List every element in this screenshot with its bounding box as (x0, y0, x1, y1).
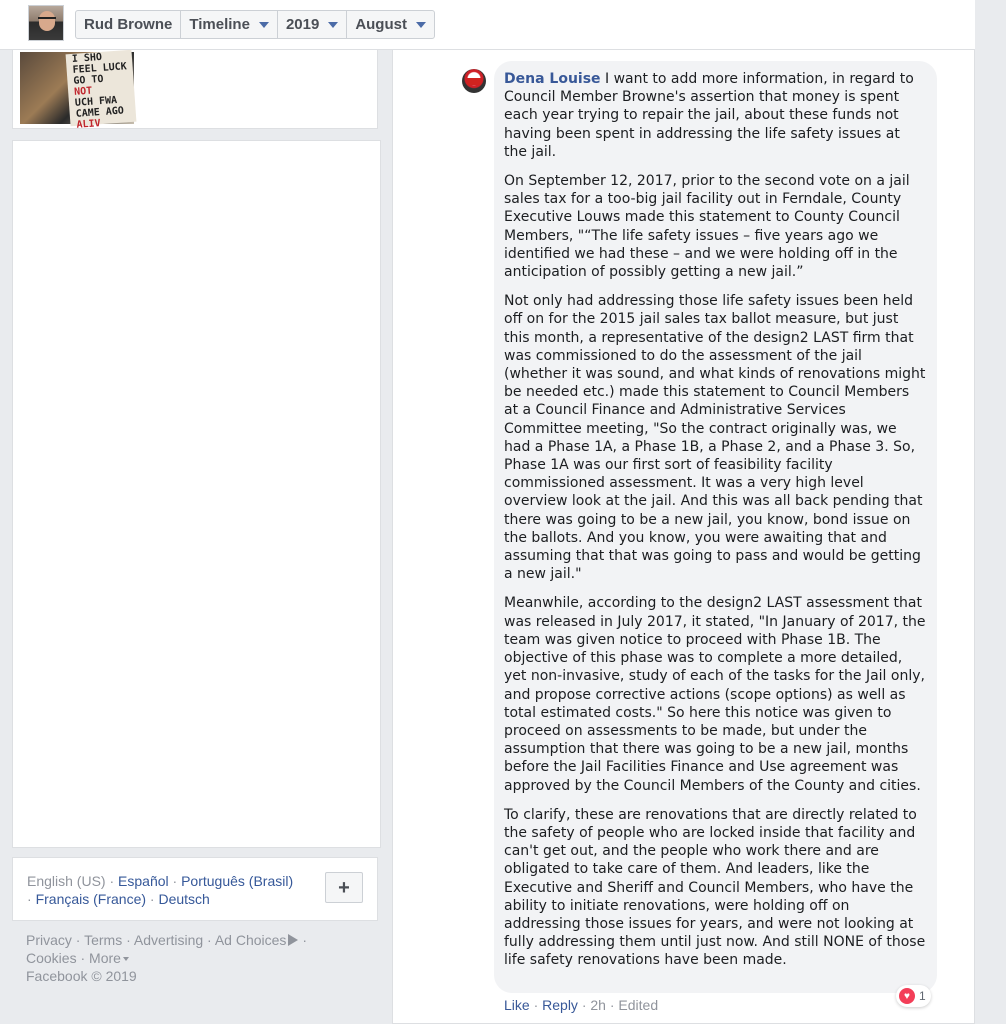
comment-timestamp[interactable]: 2h (590, 997, 606, 1013)
current-language: English (US) (27, 873, 106, 889)
like-button[interactable]: Like (504, 997, 530, 1013)
chevron-down-icon (416, 22, 426, 28)
page-gutter (975, 0, 1006, 1024)
timeline-breadcrumb (75, 10, 435, 39)
comment-text: I want to add more information, in regard to Council Member Browne's assertion that money is spent each year trying to repair the jail, about these funds not having been spent in addressing the life safety issues at the jail. (504, 71, 914, 160)
comment-paragraph: Meanwhile, according to the design2 LAST assessment that was released in July 2017, it stated, "In January of 2017, the team was given notice to proceed with Phase 1B. The objective of this phase was to complete a more detailed, yet non-invasive, study of each of the tasks for the Jail only, and propose corrective actions (scope options) as well as total estimated costs." So here this notice was given to proceed on assessments to be made, but under the assumption that there was going to be a new jail, months before the Jail Facilities Finance and Use agreement was approved by the Council Members of the County and cities. (504, 595, 926, 794)
avatar-badge (467, 78, 481, 85)
sign-text-line: UCH FWA (74, 94, 118, 109)
copyright-text: Facebook © 2019 (26, 968, 137, 984)
heart-icon: ♥ (899, 988, 915, 1004)
language-link-de[interactable]: Deutsch (158, 891, 210, 907)
timeline-header (0, 0, 975, 50)
crumb-year[interactable] (278, 11, 347, 38)
language-link-es[interactable]: Español (118, 873, 169, 889)
profile-avatar[interactable] (28, 5, 64, 41)
avatar-face (39, 11, 55, 31)
cookies-link[interactable]: Cookies (26, 950, 77, 966)
crumb-section[interactable] (181, 11, 278, 38)
terms-link[interactable]: Terms (84, 932, 123, 948)
year-label: 2019 (285, 16, 320, 33)
sidebar-blank-card (12, 140, 381, 848)
edited-label[interactable]: Edited (618, 997, 659, 1013)
comment-paragraph (504, 70, 927, 161)
sign-text-line: NOT (73, 85, 93, 98)
advertising-link[interactable]: Advertising (133, 932, 204, 948)
chevron-down-icon (328, 22, 338, 28)
photo-card (12, 50, 378, 129)
privacy-link[interactable]: Privacy (26, 932, 72, 948)
profile-name-label: Rud Browne (84, 16, 173, 33)
crumb-profile-name[interactable] (76, 11, 181, 38)
sign-text-line: FEEL LUCK (72, 61, 128, 76)
language-card: English (US) · Español · Português (Brasil) · Français (France) · Deutsch + (12, 857, 378, 921)
comment-paragraph: Not only had addressing those life safety issues been held off on for the 2015 jail sales tax ballot measure, but just this month, a representative of the design2 LAST firm that was commissioned to do the assessment of the jail (whether it was sound, and what kinds of renovations might be needed etc.) made this statement to Council Members at a Council Finance and Administrative Services Committee meeting, "So the contract originally was, we had a Phase 1A, a Phase 1B, a Phase 2, and a Phase 3. So, Phase 1A was our first sort of feasibility facility commissioned assessment. It was a very high level overview look at the jail. And this was all back pending that there was going to be a new jail, you know, bond issue on the ballots. And you know, you were awaiting that and assuming that that was going to pass and would be getting a new jail." (504, 293, 926, 583)
reaction-count: 1 (919, 989, 926, 1003)
protest-sign (66, 50, 137, 131)
sign-text-line: CAME AGO (75, 105, 125, 120)
reaction-summary[interactable] (896, 985, 931, 1007)
comment-bubble (494, 61, 937, 993)
month-label: August (355, 16, 407, 33)
reply-button[interactable]: Reply (542, 997, 578, 1013)
sign-text-line: GO TO (73, 73, 104, 87)
section-label: Timeline (189, 16, 250, 33)
comment-actions: Like · Reply · 2h · Edited (504, 997, 659, 1013)
sign-text-line: I SHO (71, 51, 103, 65)
language-link-fr[interactable]: Français (France) (35, 891, 147, 907)
footer-links: Privacy · Terms · Advertising · Ad Choices · Cookies · More Facebook © 2019 (26, 932, 307, 984)
add-language-button[interactable]: + (325, 872, 363, 903)
crumb-month[interactable] (347, 11, 434, 38)
chevron-down-icon (123, 957, 129, 961)
ad-choices-link[interactable]: Ad Choices (214, 932, 287, 948)
comment-paragraph: On September 12, 2017, prior to the second vote on a jail sales tax for a too-big jail facility out in Ferndale, County Executive Louws made this statement to County Council Members, "“The life safety issues – five years ago we identified we had these – and we were holding off in the anticipation of possibly getting a new jail.” (504, 173, 910, 281)
language-link-pt-br[interactable]: Português (Brasil) (181, 873, 294, 889)
comment-author-link[interactable]: Dena Louise (504, 71, 601, 87)
sign-text-line: ALIV (76, 118, 101, 131)
chevron-down-icon (259, 22, 269, 28)
comment-paragraph: To clarify, these are renovations that are directly related to the safety of people who are locked inside that facility and can't get out, and the people who work there and are obligated to take care of them. And leaders, like the Executive and Sheriff and Council Members, who have the ability to initiate renovations, were holding off on addressing those issues for years, and were not looking at fully addressing them until just now. And still NONE of those life safety renovations have been made. (504, 806, 926, 969)
photo-thumbnail[interactable] (20, 51, 134, 131)
commenter-avatar[interactable] (462, 69, 486, 93)
more-link[interactable]: More (89, 950, 121, 966)
ad-choices-icon (288, 934, 298, 946)
avatar-glasses (38, 17, 56, 21)
